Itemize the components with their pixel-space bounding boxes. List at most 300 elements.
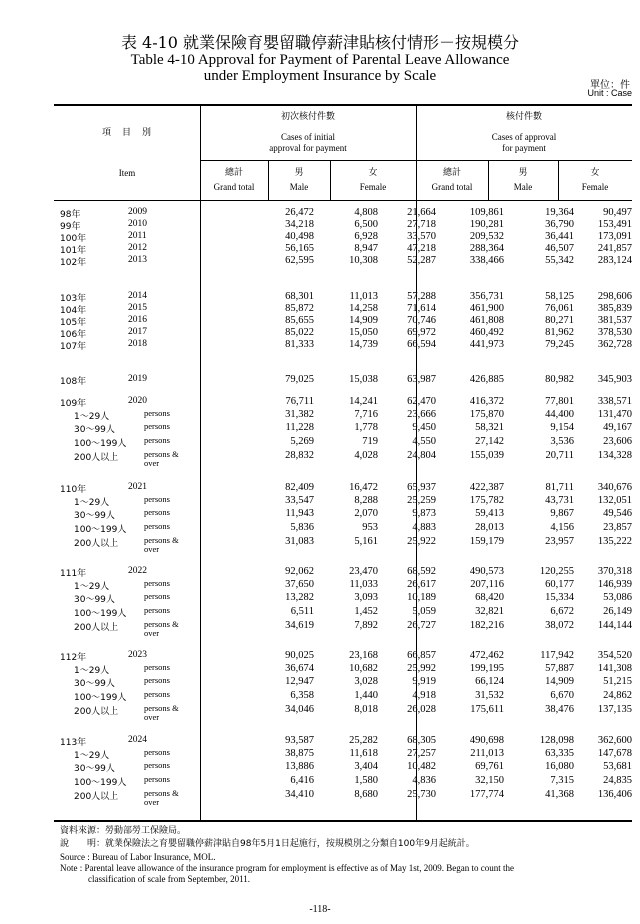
table-cell: 132,051: [597, 495, 632, 506]
table-cell: 356,731: [469, 291, 504, 302]
row-label: 108年: [60, 377, 87, 387]
explanation-note-en-cont: classification of scale from September, 2011.: [88, 874, 251, 884]
table-row: [54, 566, 632, 579]
row-label: 106年: [60, 330, 87, 340]
table-cell: 10,682: [349, 663, 378, 674]
row-label-en: persons: [144, 774, 170, 784]
table-cell: 57,288: [407, 291, 436, 302]
table-cell: 131,470: [597, 409, 632, 420]
table-row: [54, 676, 632, 689]
table-cell: 51,215: [603, 676, 632, 687]
table-cell: 137,135: [597, 704, 632, 715]
row-label: 100～199人: [74, 439, 127, 449]
table-cell: 9,450: [412, 422, 436, 433]
table-cell: 33,547: [285, 495, 314, 506]
table-cell: 953: [362, 522, 378, 533]
column-divider: [488, 160, 489, 200]
row-label-en: persons: [144, 507, 170, 517]
table-cell: 47,218: [407, 243, 436, 254]
table-cell: 26,472: [285, 207, 314, 218]
table-cell: 66,594: [407, 339, 436, 350]
table-cell: 90,497: [603, 207, 632, 218]
row-label: 200人以上: [74, 623, 119, 633]
table-cell: 109,861: [469, 207, 504, 218]
table-cell: 1,580: [354, 775, 378, 786]
table-cell: 63,335: [545, 748, 574, 759]
table-cell: 23,470: [349, 566, 378, 577]
row-label: 111年: [60, 569, 87, 579]
header-initial-zh: 初次核付件數: [280, 112, 335, 122]
row-label: 99年: [60, 222, 81, 232]
table-cell: 38,476: [545, 704, 574, 715]
table-cell: 80,982: [545, 374, 574, 385]
row-year: 2013: [128, 255, 147, 265]
table-cell: 10,482: [407, 761, 436, 772]
row-label-en: persons: [144, 421, 170, 431]
table-cell: 422,387: [469, 482, 504, 493]
table-cell: 460,492: [469, 327, 504, 338]
table-cell: 416,372: [469, 396, 504, 407]
table-cell: 134,328: [597, 450, 632, 461]
table-cell: 338,466: [469, 255, 504, 266]
table-cell: 25,282: [349, 735, 378, 746]
table-cell: 9,867: [550, 508, 574, 519]
table-cell: 1,440: [354, 690, 378, 701]
table-cell: 69,761: [475, 761, 504, 772]
table-cell: 3,404: [354, 761, 378, 772]
table-row: [54, 374, 632, 387]
table-cell: 79,245: [545, 339, 574, 350]
header-bottom-rule: [54, 200, 632, 201]
col-header-zh: 女: [368, 168, 378, 178]
row-label: 30～99人: [74, 764, 115, 774]
row-label-en: persons & over: [144, 788, 179, 807]
table-cell: 24,835: [603, 775, 632, 786]
column-divider: [558, 160, 559, 200]
table-cell: 11,033: [349, 579, 378, 590]
table-row: [54, 619, 632, 638]
row-label: 30～99人: [74, 679, 115, 689]
table-cell: 472,462: [469, 650, 504, 661]
table-cell: 56,165: [285, 243, 314, 254]
table-cell: 6,358: [290, 690, 314, 701]
table-cell: 7,716: [354, 409, 378, 420]
table-cell: 173,091: [597, 231, 632, 242]
header-item-zh: 項 目 別: [101, 128, 152, 138]
table-cell: 6,670: [550, 690, 574, 701]
row-label: 1～29人: [74, 498, 110, 508]
table-cell: 13,282: [285, 592, 314, 603]
table-row: [54, 495, 632, 508]
row-label: 102年: [60, 258, 87, 268]
table-cell: 426,885: [469, 374, 504, 385]
column-divider: [330, 160, 331, 200]
table-cell: 6,500: [354, 219, 378, 230]
table-cell: 15,334: [545, 592, 574, 603]
header-approval-zh: 核付件數: [505, 112, 542, 122]
table-cell: 68,305: [407, 735, 436, 746]
table-cell: 23,857: [603, 522, 632, 533]
table-cell: 27,142: [475, 436, 504, 447]
column-divider: [268, 160, 269, 200]
table-cell: 25,259: [407, 495, 436, 506]
table-cell: 7,315: [550, 775, 574, 786]
header-approval-en2: for payment: [502, 143, 546, 153]
table-cell: 66,857: [407, 650, 436, 661]
row-label: 101年: [60, 246, 87, 256]
table-cell: 27,718: [407, 219, 436, 230]
table-cell: 27,257: [407, 748, 436, 759]
row-label: 110年: [60, 485, 87, 495]
table-cell: 175,611: [470, 704, 504, 715]
table-cell: 5,059: [412, 606, 436, 617]
table-cell: 362,728: [597, 339, 632, 350]
table-cell: 9,919: [412, 676, 436, 687]
table-cell: 199,195: [469, 663, 504, 674]
table-cell: 16,472: [349, 482, 378, 493]
table-cell: 11,943: [285, 508, 314, 519]
table-cell: 10,189: [407, 592, 436, 603]
row-label-en: persons: [144, 494, 170, 504]
table-cell: 381,537: [597, 315, 632, 326]
table-cell: 6,672: [550, 606, 574, 617]
table-cell: 490,573: [469, 566, 504, 577]
table-cell: 7,892: [354, 620, 378, 631]
row-label: 30～99人: [74, 595, 115, 605]
table-cell: 11,228: [285, 422, 314, 433]
row-label-en: persons & over: [144, 449, 179, 468]
table-cell: 153,491: [597, 219, 632, 230]
table-row: [54, 535, 632, 554]
table-cell: 209,532: [469, 231, 504, 242]
table-cell: 36,790: [545, 219, 574, 230]
table-cell: 3,028: [354, 676, 378, 687]
table-cell: 36,441: [545, 231, 574, 242]
row-year: 2014: [128, 291, 147, 301]
table-cell: 14,241: [349, 396, 378, 407]
table-cell: 117,942: [540, 650, 574, 661]
row-label: 112年: [60, 653, 87, 663]
row-label: 200人以上: [74, 792, 119, 802]
table-cell: 80,271: [545, 315, 574, 326]
table-cell: 10,308: [349, 255, 378, 266]
table-cell: 4,550: [412, 436, 436, 447]
header-approval-en1: Cases of approval: [491, 132, 557, 142]
row-label-en: persons: [144, 662, 170, 672]
table-cell: 81,333: [285, 339, 314, 350]
row-year: 2020: [128, 396, 147, 406]
row-label: 103年: [60, 294, 87, 304]
col-header-zh: 女: [590, 168, 600, 178]
row-year: 2012: [128, 243, 147, 253]
row-label-en: persons: [144, 408, 170, 418]
table-cell: 62,595: [285, 255, 314, 266]
table-cell: 25,922: [407, 536, 436, 547]
table-cell: 15,050: [349, 327, 378, 338]
row-year: 2018: [128, 339, 147, 349]
table-cell: 15,038: [349, 374, 378, 385]
row-label-en: persons: [144, 591, 170, 601]
table-cell: 2,070: [354, 508, 378, 519]
table-cell: 345,903: [597, 374, 632, 385]
col-header-en: Grand total: [213, 182, 255, 192]
table-cell: 34,410: [285, 789, 314, 800]
row-year: 2016: [128, 315, 147, 325]
table-cell: 6,928: [354, 231, 378, 242]
table-cell: 69,972: [407, 327, 436, 338]
table-cell: 338,571: [597, 396, 632, 407]
table-cell: 8,947: [354, 243, 378, 254]
table-cell: 28,832: [285, 450, 314, 461]
table-cell: 14,739: [349, 339, 378, 350]
table-cell: 146,939: [597, 579, 632, 590]
table-cell: 32,821: [475, 606, 504, 617]
table-cell: 28,013: [475, 522, 504, 533]
row-label: 107年: [60, 342, 87, 352]
header-item-en: Item: [118, 168, 136, 178]
table-cell: 8,288: [354, 495, 378, 506]
table-row: [54, 690, 632, 703]
table-cell: 38,875: [285, 748, 314, 759]
row-label-en: persons: [144, 578, 170, 588]
table-title-zh: 表 4-10 就業保險育嬰留職停薪津貼核付情形－按規模分: [120, 33, 520, 52]
table-cell: 19,364: [545, 207, 574, 218]
table-cell: 71,614: [407, 303, 436, 314]
table-cell: 14,909: [545, 676, 574, 687]
table-cell: 141,308: [597, 663, 632, 674]
col-header-en: Grand total: [431, 182, 473, 192]
table-cell: 21,664: [407, 207, 436, 218]
table-cell: 20,711: [545, 450, 574, 461]
row-label: 100～199人: [74, 693, 127, 703]
table-cell: 76,061: [545, 303, 574, 314]
table-cell: 76,711: [285, 396, 314, 407]
table-cell: 53,086: [603, 592, 632, 603]
table-cell: 26,727: [407, 620, 436, 631]
table-cell: 37,650: [285, 579, 314, 590]
table-row: [54, 339, 632, 352]
table-cell: 34,619: [285, 620, 314, 631]
table-cell: 24,804: [407, 450, 436, 461]
table-cell: 241,857: [597, 243, 632, 254]
table-cell: 34,218: [285, 219, 314, 230]
table-cell: 26,149: [603, 606, 632, 617]
table-cell: 59,413: [475, 508, 504, 519]
table-cell: 719: [362, 436, 378, 447]
row-label: 113年: [60, 738, 87, 748]
table-cell: 53,681: [603, 761, 632, 772]
row-label: 104年: [60, 306, 87, 316]
col-header-en: Female: [581, 182, 609, 192]
table-cell: 23,606: [603, 436, 632, 447]
table-cell: 77,801: [545, 396, 574, 407]
table-row: [54, 735, 632, 748]
explanation-note-en: Note : Parental leave allowance of the insurance program for employment is effective as of May 1st, 2009. Began to count the: [60, 863, 514, 873]
table-cell: 55,342: [545, 255, 574, 266]
table-row: [54, 579, 632, 592]
table-cell: 65,937: [407, 482, 436, 493]
table-cell: 11,618: [349, 748, 378, 759]
col-header-en: Male: [289, 182, 309, 192]
table-cell: 135,222: [597, 536, 632, 547]
table-cell: 461,900: [469, 303, 504, 314]
table-cell: 44,400: [545, 409, 574, 420]
table-cell: 26,028: [407, 704, 436, 715]
table-row: [54, 788, 632, 807]
table-title-en-line2: under Employment Insurance by Scale: [203, 68, 437, 84]
table-cell: 12,947: [285, 676, 314, 687]
table-row: [54, 396, 632, 409]
header-initial-en2: approval for payment: [269, 143, 347, 153]
row-label: 1～29人: [74, 751, 110, 761]
table-cell: 3,093: [354, 592, 378, 603]
table-cell: 81,962: [545, 327, 574, 338]
table-cell: 1,452: [354, 606, 378, 617]
table-cell: 4,028: [354, 450, 378, 461]
table-cell: 385,839: [597, 303, 632, 314]
table-cell: 23,168: [349, 650, 378, 661]
table-cell: 4,883: [412, 522, 436, 533]
table-cell: 24,862: [603, 690, 632, 701]
table-row: [54, 650, 632, 663]
table-cell: 136,406: [597, 789, 632, 800]
table-cell: 490,698: [469, 735, 504, 746]
table-cell: 31,382: [285, 409, 314, 420]
row-year: 2022: [128, 566, 147, 576]
table-cell: 41,368: [545, 789, 574, 800]
table-cell: 354,520: [597, 650, 632, 661]
table-row: [54, 606, 632, 619]
table-cell: 40,498: [285, 231, 314, 242]
table-cell: 155,039: [469, 450, 504, 461]
table-cell: 441,973: [469, 339, 504, 350]
row-year: 2009: [128, 207, 147, 217]
table-row: [54, 422, 632, 435]
table-cell: 4,836: [412, 775, 436, 786]
table-cell: 52,287: [407, 255, 436, 266]
row-label-en: persons: [144, 760, 170, 770]
table-cell: 43,731: [545, 495, 574, 506]
table-cell: 57,887: [545, 663, 574, 674]
table-cell: 8,680: [354, 789, 378, 800]
row-year: 2015: [128, 303, 147, 313]
row-label-en: persons: [144, 521, 170, 531]
row-label: 30～99人: [74, 511, 115, 521]
table-cell: 1,778: [354, 422, 378, 433]
table-cell: 144,144: [597, 620, 632, 631]
table-cell: 5,836: [290, 522, 314, 533]
table-cell: 92,062: [285, 566, 314, 577]
table-row: [54, 703, 632, 722]
page-number: -118-: [309, 904, 331, 915]
table-cell: 31,083: [285, 536, 314, 547]
table-row: [54, 449, 632, 468]
table-cell: 298,606: [597, 291, 632, 302]
row-label-en: persons: [144, 605, 170, 615]
table-cell: 33,570: [407, 231, 436, 242]
table-cell: 288,364: [469, 243, 504, 254]
table-cell: 120,255: [539, 566, 574, 577]
table-cell: 82,409: [285, 482, 314, 493]
row-label: 100～199人: [74, 609, 127, 619]
row-label-en: persons: [144, 747, 170, 757]
row-label-en: persons & over: [144, 535, 179, 554]
table-cell: 58,125: [545, 291, 574, 302]
table-cell: 5,161: [354, 536, 378, 547]
table-cell: 38,072: [545, 620, 574, 631]
table-cell: 370,318: [597, 566, 632, 577]
table-cell: 23,957: [545, 536, 574, 547]
source-note-en: Source : Bureau of Labor Insurance, MOL.: [60, 852, 216, 862]
row-label-en: persons & over: [144, 703, 179, 722]
table-cell: 68,420: [475, 592, 504, 603]
table-cell: 9,873: [412, 508, 436, 519]
row-label: 200人以上: [74, 707, 119, 717]
col-header-en: Female: [359, 182, 387, 192]
table-cell: 85,655: [285, 315, 314, 326]
row-year: 2017: [128, 327, 147, 337]
table-cell: 128,098: [539, 735, 574, 746]
table-cell: 11,013: [349, 291, 378, 302]
table-bottom-rule: [54, 820, 632, 822]
source-note-zh: 資料來源：勞動部勞工保險局。: [60, 826, 187, 836]
table-row: [54, 775, 632, 788]
table-cell: 147,678: [597, 748, 632, 759]
row-year: 2019: [128, 374, 147, 384]
table-row: [54, 255, 632, 268]
table-cell: 190,281: [469, 219, 504, 230]
unit-label-zh: 單位：件: [590, 80, 630, 91]
table-cell: 68,592: [407, 566, 436, 577]
row-label: 100～199人: [74, 525, 127, 535]
table-cell: 175,782: [469, 495, 504, 506]
row-year: 2023: [128, 650, 147, 660]
row-label: 98年: [60, 210, 81, 220]
row-label: 109年: [60, 399, 87, 409]
table-cell: 32,150: [475, 775, 504, 786]
table-cell: 34,046: [285, 704, 314, 715]
col-header-zh: 總計: [224, 168, 243, 178]
row-label: 100～199人: [74, 778, 127, 788]
table-cell: 207,116: [470, 579, 504, 590]
table-cell: 62,470: [407, 396, 436, 407]
table-cell: 340,676: [597, 482, 632, 493]
table-title-en-line1: Table 4-10 Approval for Payment of Parental Leave Allowance: [130, 52, 510, 68]
table-cell: 79,025: [285, 374, 314, 385]
table-row: [54, 409, 632, 422]
table-cell: 13,886: [285, 761, 314, 772]
table-row: [54, 592, 632, 605]
table-cell: 4,808: [354, 207, 378, 218]
table-cell: 26,617: [407, 579, 436, 590]
header-initial-en1: Cases of initial: [281, 132, 335, 142]
table-cell: 6,416: [290, 775, 314, 786]
row-label: 30～99人: [74, 425, 115, 435]
table-row: [54, 748, 632, 761]
table-cell: 159,179: [469, 536, 504, 547]
table-cell: 85,022: [285, 327, 314, 338]
table-cell: 58,321: [475, 422, 504, 433]
table-row: [54, 508, 632, 521]
table-cell: 362,600: [597, 735, 632, 746]
row-year: 2021: [128, 482, 147, 492]
explanation-note-zh: 說 明：就業保險法之育嬰留職停薪津貼自98年5月1日起施行，按規模別之分類自100年9月起統計。: [60, 839, 475, 849]
col-header-en: Male: [513, 182, 533, 192]
table-cell: 68,301: [285, 291, 314, 302]
table-cell: 63,987: [407, 374, 436, 385]
table-cell: 93,587: [285, 735, 314, 746]
table-cell: 211,013: [470, 748, 504, 759]
